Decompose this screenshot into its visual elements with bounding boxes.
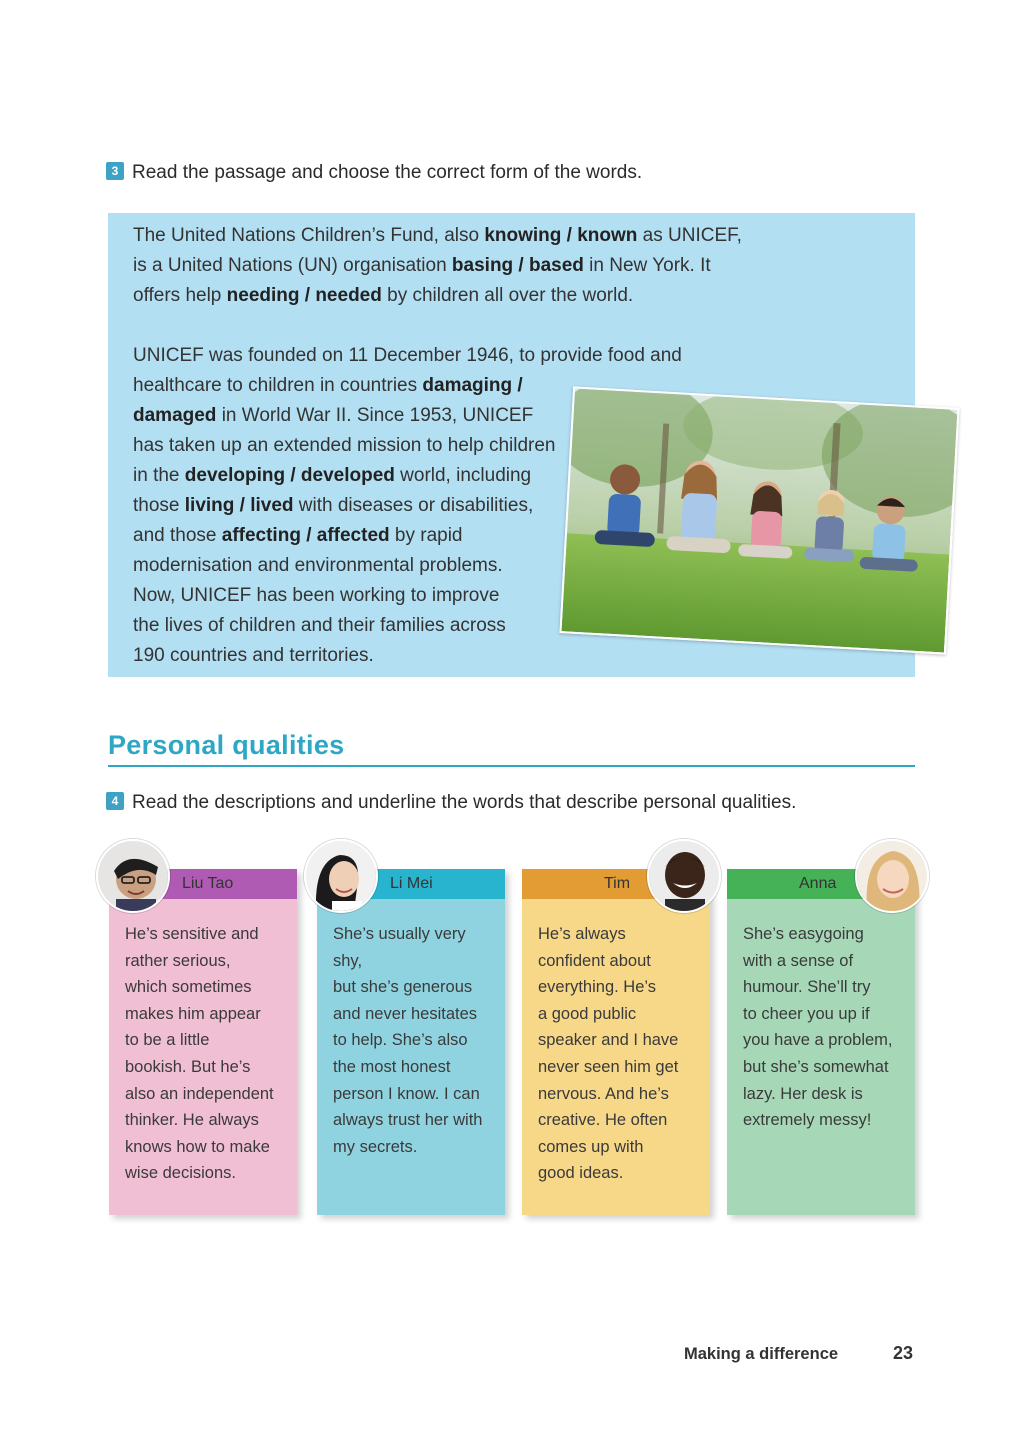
page-number: 23 (893, 1343, 914, 1363)
exercise-number-badge: 3 (106, 162, 124, 180)
exercise-3-instruction (106, 162, 642, 184)
description-line: confident about (538, 951, 651, 970)
word-choice[interactable]: living / lived (184, 495, 294, 516)
passage-text-run: those (133, 495, 185, 516)
description-line: everything. He’s (538, 978, 657, 997)
description-line: bookish. But he’s (125, 1057, 251, 1076)
word-choice[interactable]: needing / needed (226, 285, 382, 306)
passage-text-run: Now, UNICEF has been working to improve (133, 585, 500, 606)
portrait-icon (306, 841, 376, 911)
card-liu-tao (109, 869, 297, 1215)
description-line: to help. She’s also (333, 1031, 468, 1050)
passage-text-run: as UNICEF, (637, 225, 742, 246)
card-name-anna: Anna (799, 875, 837, 892)
card-description (125, 921, 290, 1187)
li-mei-avatar (304, 839, 378, 913)
card-anna (727, 869, 915, 1215)
description-line: wise decisions. (125, 1164, 236, 1183)
word-choice[interactable]: damaging / (422, 375, 523, 396)
passage-text-run: the lives of children and their families across (133, 615, 506, 636)
passage-text-run: The United Nations Children’s Fund, also (133, 225, 485, 246)
passage-text-run: modernisation and environmental problems. (133, 555, 503, 576)
description-line: the most honest (333, 1057, 451, 1076)
word-choice[interactable]: developing / developed (184, 465, 395, 486)
description-line: She’s usually very shy, (333, 925, 466, 970)
description-line: humour. She’ll try (743, 978, 871, 997)
word-choice[interactable]: knowing / known (484, 225, 638, 246)
description-line: He’s always (538, 925, 626, 943)
description-line: thinker. He always (125, 1111, 259, 1130)
portrait-icon (649, 841, 719, 911)
exercise-number-badge: 4 (106, 792, 124, 810)
passage-text-run: and those (133, 525, 222, 546)
passage-text-run: by children all over the world. (381, 285, 634, 306)
description-line: also an independent (125, 1084, 274, 1103)
description-line: extremely messy! (743, 1111, 872, 1130)
description-line: but she’s generous (333, 978, 473, 997)
word-choice[interactable]: basing / based (451, 255, 584, 276)
passage-text-run: world, including (394, 465, 532, 486)
card-name-li-mei: Li Mei (390, 875, 433, 892)
description-line: with a sense of (743, 951, 854, 970)
word-choice[interactable]: damaged (133, 405, 217, 426)
description-line: good ideas. (538, 1164, 624, 1183)
description-line: and never hesitates (333, 1004, 478, 1023)
passage-text-run: with diseases or disabilities, (293, 495, 534, 516)
description-line: creative. He often (538, 1111, 668, 1130)
liu-tao-avatar (96, 839, 170, 913)
instruction-text: Read the passage and choose the correct form of the words. (132, 162, 643, 183)
description-line: to be a little (125, 1031, 210, 1050)
passage-text-run: in World War II. Since 1953, UNICEF (216, 405, 534, 426)
description-line: a good public (538, 1004, 637, 1023)
passage-text-run: in New York. It (583, 255, 711, 276)
portrait-icon (98, 841, 168, 911)
card-name-liu-tao: Liu Tao (182, 875, 234, 892)
passage-text-run: has taken up an extended mission to help children (133, 435, 556, 456)
passage-text-run: by rapid (389, 525, 463, 546)
card-description (538, 921, 703, 1187)
description-line: but she’s somewhat (743, 1057, 889, 1076)
description-line: knows how to make (125, 1137, 270, 1156)
description-line: to cheer you up if (743, 1004, 870, 1023)
card-tim (522, 869, 710, 1215)
description-line: you have a problem, (743, 1031, 893, 1050)
footer-unit-title: Making a difference (684, 1345, 839, 1363)
description-line: lazy. Her desk is (743, 1084, 863, 1103)
children-on-grass-photo (559, 386, 959, 654)
card-description (743, 921, 908, 1134)
section-title-personal-qualities: Personal qualities (108, 730, 345, 760)
section-divider (108, 765, 915, 767)
passage-text-run: healthcare to children in countries (133, 375, 423, 396)
exercise-4-instruction (106, 792, 796, 814)
card-name-tim: Tim (604, 875, 631, 892)
description-line: comes up with (538, 1137, 644, 1156)
description-line: makes him appear (125, 1004, 261, 1023)
description-line: He’s sensitive and (125, 925, 259, 943)
passage-paragraph-1 (133, 221, 742, 311)
passage-text-run: offers help (133, 285, 227, 306)
anna-avatar (855, 839, 929, 913)
description-line: nervous. And he’s (538, 1084, 669, 1103)
portrait-icon (857, 841, 927, 911)
passage-text-run: is a United Nations (UN) organisation (133, 255, 452, 276)
passage-text-run: UNICEF was founded on 11 December 1946, to provide food and (133, 345, 682, 366)
description-line: always trust her with (333, 1111, 483, 1130)
card-description (333, 921, 498, 1160)
description-line: my secrets. (333, 1137, 418, 1156)
description-line: speaker and I have (538, 1031, 679, 1050)
tim-avatar (647, 839, 721, 913)
description-line: never seen him get (538, 1057, 679, 1076)
passage-text-run: 190 countries and territories. (133, 645, 374, 666)
description-line: rather serious, (125, 951, 231, 970)
photo-illustration (562, 388, 958, 652)
instruction-text: Read the descriptions and underline the words that describe personal qualities. (132, 792, 797, 813)
description-line: person I know. I can (333, 1084, 480, 1103)
description-line: She’s easygoing (743, 925, 864, 943)
description-line: which sometimes (125, 978, 252, 997)
passage-text-run: in the (133, 465, 185, 486)
word-choice[interactable]: affecting / affected (221, 525, 390, 546)
card-li-mei (317, 869, 505, 1215)
